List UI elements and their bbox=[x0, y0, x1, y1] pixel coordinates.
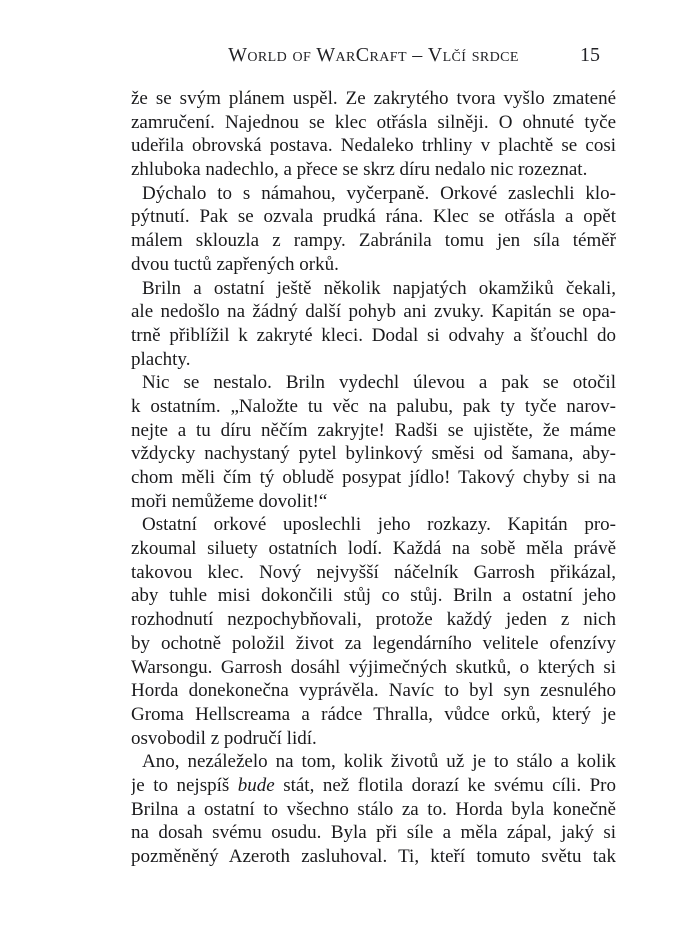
running-header bbox=[131, 42, 616, 68]
text-line bbox=[131, 277, 616, 301]
text-line bbox=[131, 632, 616, 656]
text-segment: udeřila obrovská postava. Nedaleko trhliny v plachtě se cosi bbox=[131, 135, 616, 157]
text-segment: moři nemůžeme dovolit!“ bbox=[131, 490, 328, 512]
text-segment: na dosah svému osudu. Byla při síle a měla zápal, jaký si bbox=[131, 822, 616, 844]
text-line bbox=[131, 134, 616, 158]
text-line bbox=[131, 774, 616, 798]
page-body bbox=[131, 87, 616, 869]
text-line bbox=[131, 87, 616, 111]
text-segment: chom měli čím tý obludě posypat jídlo! Takový chyby si na bbox=[131, 467, 616, 488]
text-segment: plachty. bbox=[131, 348, 191, 370]
text-segment: stát, než flotila dorazí ke svému cíli. Pro bbox=[274, 774, 616, 796]
text-segment: Nic se nestalo. Briln vydechl úlevou a pak se otočil bbox=[142, 372, 616, 394]
text-line bbox=[131, 490, 616, 514]
running-header-title: World of WarCraft – Vlčí srdce bbox=[228, 44, 519, 66]
text-segment: by ochotně položil život za legendárního velitele ofenzívy bbox=[131, 632, 616, 654]
text-line bbox=[131, 182, 616, 206]
text-segment: že se svým plánem uspěl. Ze zakrytého tvora vyšlo zmatené bbox=[131, 88, 616, 109]
text-line bbox=[131, 608, 616, 632]
text-segment: aby tuhle misi dokončili stůj co stůj. Briln a ostatní jeho bbox=[131, 585, 616, 607]
text-segment: Briln a ostatní ještě několik napjatých okamžiků čekali, bbox=[142, 277, 616, 299]
text-segment: pozměněný Azeroth zasluhoval. Ti, kteří tomuto světu tak bbox=[131, 846, 616, 867]
text-line bbox=[131, 727, 616, 751]
text-segment: zhluboka nadechlo, a přece se skrz díru nedalo nic rozeznat. bbox=[131, 159, 588, 181]
paragraph bbox=[131, 87, 616, 182]
text-line bbox=[131, 798, 616, 822]
text-segment: je to nejspíš bbox=[131, 774, 238, 796]
text-segment: Brilna a ostatní to všechno stálo za to. Horda byla konečně bbox=[131, 798, 616, 820]
text-line bbox=[131, 679, 616, 703]
text-segment: Warsongu. Garrosh dosáhl výjimečných skutků, o kterých si bbox=[131, 656, 616, 678]
text-segment: vždycky nachystaný pytel bylinkový směsi od šamana, aby- bbox=[131, 443, 616, 465]
text-segment: Ostatní orkové uposlechli jeho rozkazy. Kapitán pro- bbox=[142, 514, 616, 536]
text-segment: zamručení. Najednou se klec otřásla silněji. O ohnuté tyče bbox=[131, 111, 616, 133]
text-line bbox=[131, 229, 616, 253]
text-segment: pýtnutí. Pak se ozvala prudká rána. Klec se otřásla a opět bbox=[131, 206, 616, 228]
italic-text: bude bbox=[237, 774, 275, 796]
text-line bbox=[131, 513, 616, 537]
text-line bbox=[131, 158, 616, 182]
text-line bbox=[131, 845, 616, 869]
text-line bbox=[131, 703, 616, 727]
paragraph bbox=[131, 277, 616, 372]
text-line bbox=[131, 584, 616, 608]
text-line bbox=[131, 395, 616, 419]
text-line bbox=[131, 750, 616, 774]
text-line bbox=[131, 371, 616, 395]
text-line bbox=[131, 537, 616, 561]
text-segment: takovou klec. Nový nejvyšší náčelník Garrosh přikázal, bbox=[131, 561, 616, 583]
text-segment: Groma Hellscreama a rádce Thralla, vůdce orků, který je bbox=[131, 703, 616, 725]
text-line bbox=[131, 300, 616, 324]
text-segment: ale nedošlo na žádný další pohyb ani zvuky. Kapitán se opa- bbox=[131, 301, 616, 323]
paragraph bbox=[131, 750, 616, 868]
text-segment: Dýchalo to s námahou, vyčerpaně. Orkové zaslechli klo- bbox=[142, 182, 616, 204]
text-line bbox=[131, 348, 616, 372]
paragraph bbox=[131, 182, 616, 277]
paragraph bbox=[131, 371, 616, 513]
text-line bbox=[131, 442, 616, 466]
text-line bbox=[131, 419, 616, 443]
paragraph bbox=[131, 513, 616, 750]
text-segment: trně přiblížil k zakryté kleci. Dodal si odvahy a šťouchl do bbox=[131, 324, 616, 346]
text-segment: osvobodil z područí lidí. bbox=[131, 727, 317, 749]
text-segment: zkoumal siluety ostatních lodí. Každá na sobě měla právě bbox=[131, 538, 616, 560]
text-line bbox=[131, 656, 616, 680]
text-segment: málem sklouzla z rampy. Zabránila tomu jen síla téměř bbox=[131, 230, 616, 252]
text-segment: Horda donekonečna vyprávěla. Navíc to byl syn zesnulého bbox=[131, 680, 616, 702]
text-line bbox=[131, 466, 616, 490]
text-line bbox=[131, 561, 616, 585]
text-line bbox=[131, 111, 616, 135]
text-segment: dvou tuctů zapřených orků. bbox=[131, 253, 339, 275]
page-number: 15 bbox=[580, 44, 600, 66]
text-segment: Ano, nezáleželo na tom, kolik životů už je to stálo a kolik bbox=[142, 751, 616, 773]
text-segment: rozhodnutí nezpochybňovali, protože každý jeden z nich bbox=[131, 609, 616, 631]
text-line bbox=[131, 821, 616, 845]
text-line bbox=[131, 253, 616, 277]
text-line bbox=[131, 324, 616, 348]
text-segment: nejte a tu díru něčím zakryjte! Radši se ujistěte, že máme bbox=[131, 419, 616, 441]
text-line bbox=[131, 205, 616, 229]
text-segment: k ostatním. „Naložte tu věc na palubu, pak ty tyče narov- bbox=[131, 395, 616, 417]
